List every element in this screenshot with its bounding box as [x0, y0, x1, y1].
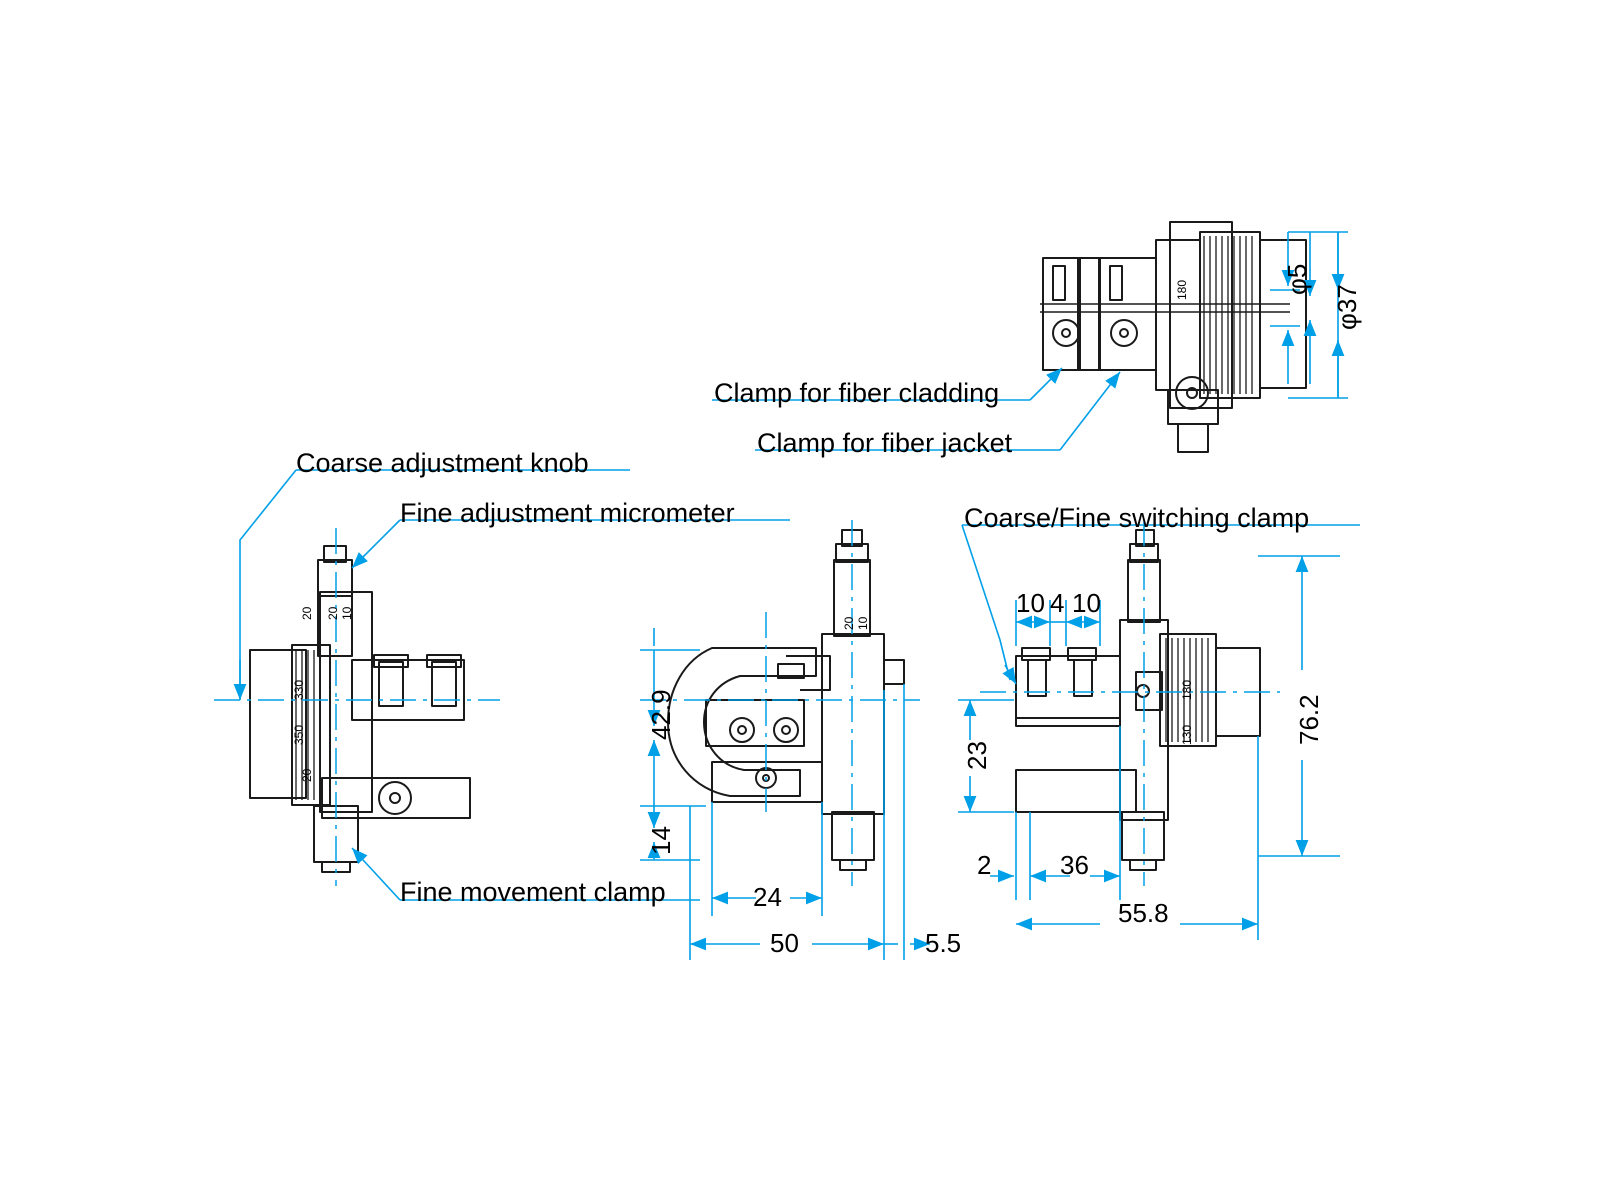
dimension-dia-37: φ37: [1332, 284, 1362, 330]
scale-number-mic-1: 20: [326, 606, 340, 620]
dimension-2: 2: [977, 850, 992, 880]
dimension-50: 50: [770, 928, 799, 958]
callout-coarse-fine-switching-clamp: Coarse/Fine switching clamp: [964, 503, 1310, 533]
scale-number-mid-2: 10: [856, 616, 870, 630]
scale-number-left-3: 350: [292, 724, 306, 745]
dimension-55-8: 55.8: [1118, 898, 1169, 928]
scale-number-left-2: 330: [292, 679, 306, 700]
callout-clamp-fiber-cladding: Clamp for fiber cladding: [714, 378, 1000, 408]
scale-number-right-1: 180: [1180, 679, 1194, 700]
dimension-10-left: 10: [1016, 588, 1045, 618]
callout-clamp-fiber-jacket: Clamp for fiber jacket: [757, 428, 1013, 458]
scale-number-left-4: 20: [300, 768, 314, 782]
scale-number-left-1: 20: [300, 606, 314, 620]
callout-coarse-adjustment-knob: Coarse adjustment knob: [296, 448, 589, 478]
right-view-assembly: [980, 520, 1280, 886]
left-view-assembly: [214, 528, 500, 886]
scale-number-mic-2: 10: [340, 606, 354, 620]
callout-fine-adjustment-micrometer: Fine adjustment micrometer: [400, 498, 735, 528]
dimension-42-9: 42.9: [646, 689, 676, 740]
dimension-23: 23: [962, 741, 992, 770]
dimension-4: 4: [1050, 588, 1065, 618]
dimension-36: 36: [1060, 850, 1089, 880]
dimension-10-right: 10: [1072, 588, 1101, 618]
dimension-24: 24: [753, 882, 782, 912]
callout-fine-movement-clamp: Fine movement clamp: [400, 877, 666, 907]
scale-number-top-1: 180: [1175, 279, 1189, 300]
scale-number-mid-1: 20: [842, 616, 856, 630]
scale-number-right-2: 130: [1180, 724, 1194, 745]
middle-view-assembly: [640, 520, 920, 886]
dimension-dia-5: φ5: [1282, 263, 1312, 295]
dimension-5-5: 5.5: [925, 928, 962, 958]
top-view-assembly: [1040, 222, 1306, 452]
dimension-76-2: 76.2: [1294, 694, 1324, 745]
dimension-14: 14: [646, 826, 676, 855]
